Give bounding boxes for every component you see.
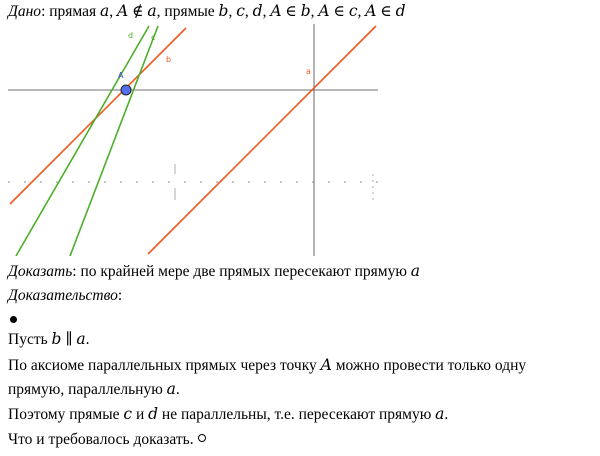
given-line <box>8 2 594 22</box>
proof-colon: : <box>117 287 123 304</box>
given-label: Дано <box>8 3 42 20</box>
prove-text: : по крайней мере две прямых пересекают прямую 𝑎 <box>72 263 421 280</box>
bullet-line <box>8 309 594 329</box>
label-c: c <box>151 33 156 42</box>
label-a: a <box>306 67 311 76</box>
label-d: d <box>128 31 134 40</box>
proof-step-1: Пусть 𝑏 ∥ 𝑎. <box>8 331 90 348</box>
point-A <box>121 85 131 95</box>
proof-label: Доказательство <box>8 287 118 304</box>
proof-line <box>8 286 594 306</box>
end-of-proof-icon <box>198 434 206 442</box>
given-text: : прямая 𝑎, 𝐴 ∉ 𝑎, прямые 𝑏, 𝑐, 𝑑, 𝐴 ∈ 𝑏, 𝐴 ∈ 𝑐, 𝐴 ∈ 𝑑 <box>41 3 406 20</box>
geometry-figure <box>8 24 378 256</box>
label-A: A <box>118 71 124 80</box>
line-b <box>10 28 186 204</box>
prove-label: Доказать <box>8 263 73 280</box>
label-b: b <box>166 55 172 64</box>
proof-step-2: По аксиоме параллельных прямых через точку 𝐴 можно провести только одну <box>8 357 527 374</box>
proof-step-4: Поэтому прямые 𝑐 и 𝑑 не параллельны, т.е. пересекают прямую 𝑎. <box>8 406 449 423</box>
conclusion-text: Что и требовалось доказать. <box>8 431 194 448</box>
line-a <box>148 26 376 254</box>
proof-conclusion <box>8 430 594 450</box>
proof-step-3: прямую, параллельную 𝑎. <box>8 381 180 398</box>
prove-line <box>8 262 594 282</box>
bullet-icon <box>10 316 17 323</box>
